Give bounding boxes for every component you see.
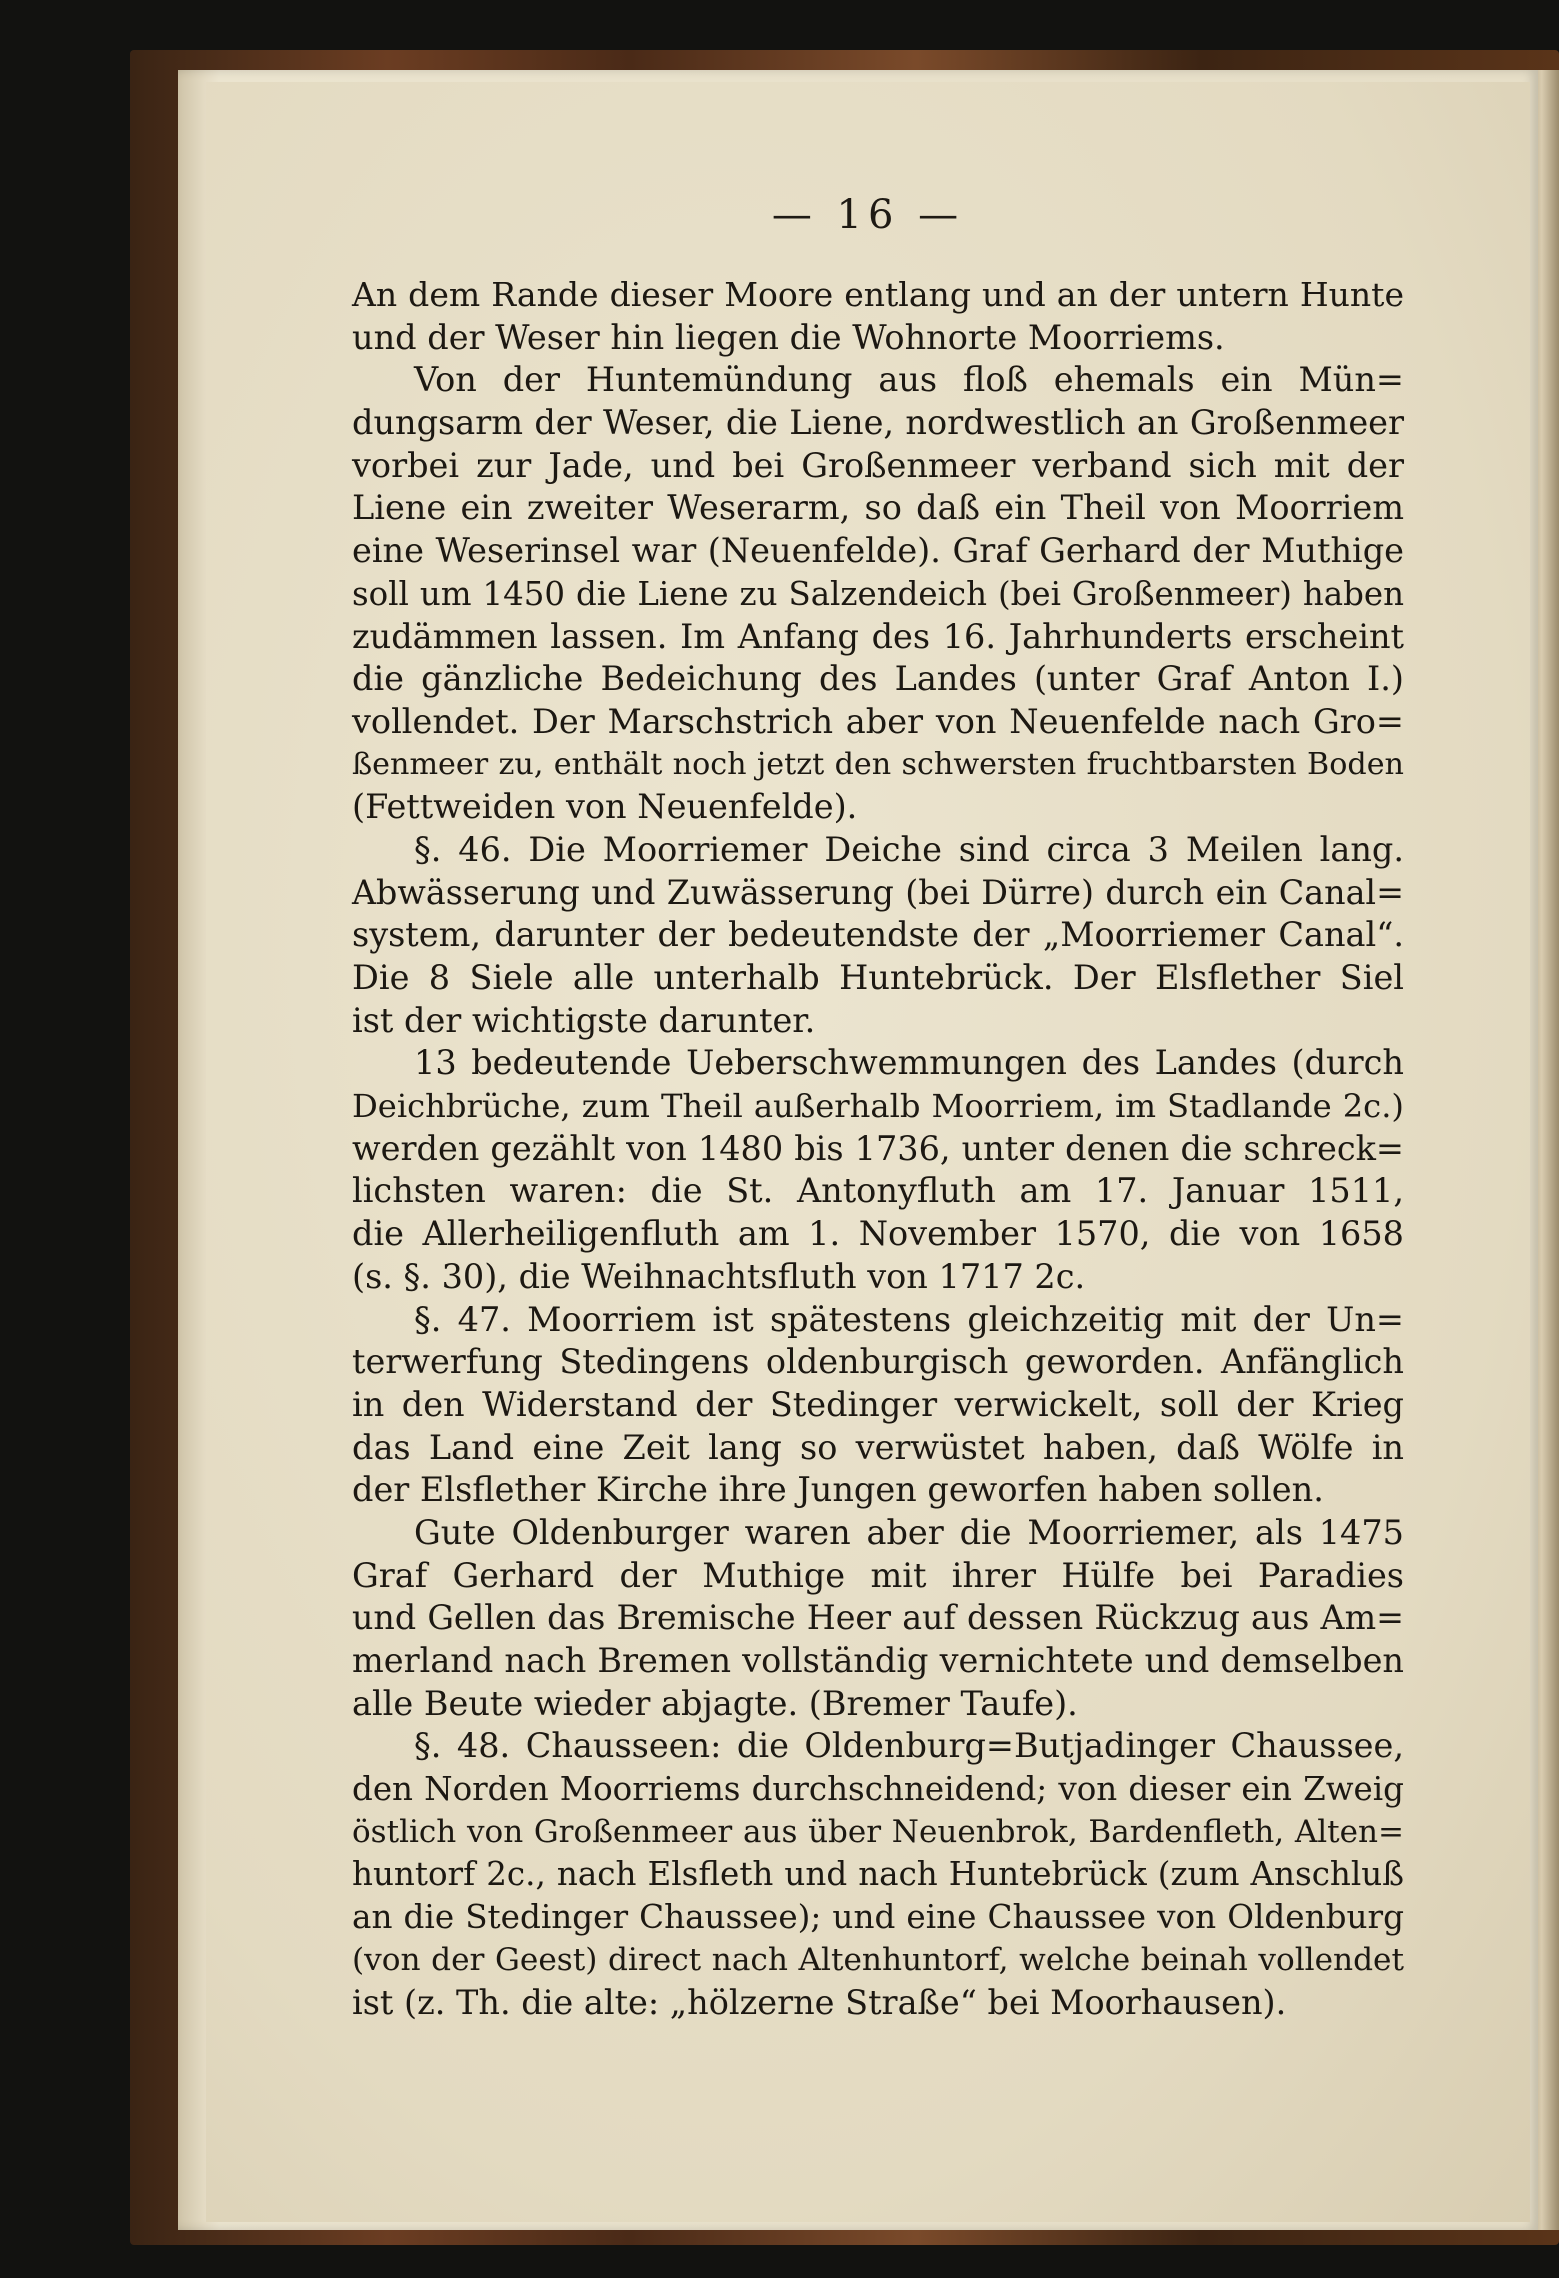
text-line: Deichbrüche, zum Theil außerhalb Moorriem, im Stadlande 2c.) xyxy=(352,1087,1404,1126)
text-line: §. 47. Moorriem ist spätestens gleichzeitig mit der Un= xyxy=(414,1299,1404,1339)
text-line: (Fettweiden von Neuenfelde). xyxy=(352,787,858,827)
text-line: der Elsflether Kirche ihre Jungen geworfen haben sollen. xyxy=(352,1470,1324,1510)
text-line: soll um 1450 die Liene zu Salzendeich (bei Großenmeer) haben xyxy=(352,574,1404,613)
text-line: lichsten waren: die St. Antonyfluth am 17. Januar 1511, xyxy=(352,1171,1404,1211)
text-line: eine Weserinsel war (Neuenfelde). Graf Gerhard der Muthige xyxy=(352,531,1404,571)
text-line: Von der Huntemündung aus floß ehemals ein Mün= xyxy=(414,360,1404,400)
text-line: Liene ein zweiter Weserarm, so daß ein Theil von Moorriem xyxy=(352,488,1404,528)
text-line: 13 bedeutende Ueberschwemmungen des Landes (durch xyxy=(414,1043,1404,1083)
text-line: huntorf 2c., nach Elsfleth und nach Huntebrück (zum Anschluß xyxy=(352,1855,1404,1894)
text-line: §. 48. Chausseen: die Oldenburg=Butjadinger Chaussee, xyxy=(414,1726,1404,1766)
text-line: den Norden Moorriems durchschneidend; von dieser ein Zweig xyxy=(352,1770,1404,1809)
text-line: werden gezählt von 1480 bis 1736, unter denen die schreck= xyxy=(352,1128,1404,1168)
text-line: zudämmen lassen. Im Anfang des 16. Jahrhunderts erscheint xyxy=(352,616,1404,656)
text-line: merland nach Bremen vollständig vernichtete und demselben xyxy=(352,1641,1404,1680)
text-line: östlich von Großenmeer aus über Neuenbrok, Bardenfleth, Alten= xyxy=(352,1813,1404,1850)
text-line: §. 46. Die Moorriemer Deiche sind circa 3 Meilen lang. xyxy=(414,829,1404,869)
text-line: Graf Gerhard der Muthige mit ihrer Hülfe bei Paradies xyxy=(352,1555,1404,1595)
text-line: ßenmeer zu, enthält noch jetzt den schwersten fruchtbarsten Boden xyxy=(352,746,1404,782)
text-line: Gute Oldenburger waren aber die Moorriemer, als 1475 xyxy=(414,1512,1404,1552)
text-line: in den Widerstand der Stedinger verwickelt, soll der Krieg xyxy=(352,1384,1404,1424)
text-line: system, darunter der bedeutendste der „Moorriemer Canal“. xyxy=(352,915,1404,955)
text-line: (s. §. 30), die Weihnachtsfluth von 1717 2c. xyxy=(352,1256,1086,1296)
page-body-text xyxy=(352,274,1404,2024)
page-number: — 16 — xyxy=(771,192,965,238)
text-line: vollendet. Der Marschstrich aber von Neuenfelde nach Gro= xyxy=(352,701,1404,741)
text-line: und Gellen das Bremische Heer auf dessen Rückzug aus Am= xyxy=(352,1598,1404,1638)
text-line: die Allerheiligenfluth am 1. November 1570, die von 1658 xyxy=(352,1214,1404,1254)
text-line: terwerfung Stedingens oldenburgisch geworden. Anfänglich xyxy=(352,1342,1404,1382)
text-line: alle Beute wieder abjagte. (Bremer Taufe). xyxy=(352,1683,1078,1723)
text-line: und der Weser hin liegen die Wohnorte Moorriems. xyxy=(352,317,1225,357)
text-line: ist der wichtigste darunter. xyxy=(352,1000,816,1040)
book-page xyxy=(206,82,1530,2222)
text-line: die gänzliche Bedeichung des Landes (unter Graf Anton I.) xyxy=(352,659,1404,699)
text-line: vorbei zur Jade, und bei Großenmeer verband sich mit der xyxy=(352,445,1404,485)
text-line: (von der Geest) direct nach Altenhuntorf, welche beinah vollendet xyxy=(352,1941,1404,1978)
text-line: Die 8 Siele alle unterhalb Huntebrück. Der Elsflether Siel xyxy=(352,958,1404,997)
text-line: das Land eine Zeit lang so verwüstet haben, daß Wölfe in xyxy=(352,1427,1404,1467)
text-line: An dem Rande dieser Moore entlang und an der untern Hunte xyxy=(352,275,1404,314)
text-line: Abwässerung und Zuwässerung (bei Dürre) durch ein Canal= xyxy=(352,872,1404,912)
text-line: ist (z. Th. die alte: „hölzerne Straße“ bei Moorhausen). xyxy=(352,1982,1287,2022)
text-line: an die Stedinger Chaussee); und eine Chaussee von Oldenburg xyxy=(352,1898,1404,1937)
text-line: dungsarm der Weser, die Liene, nordwestlich an Großenmeer xyxy=(352,403,1404,443)
